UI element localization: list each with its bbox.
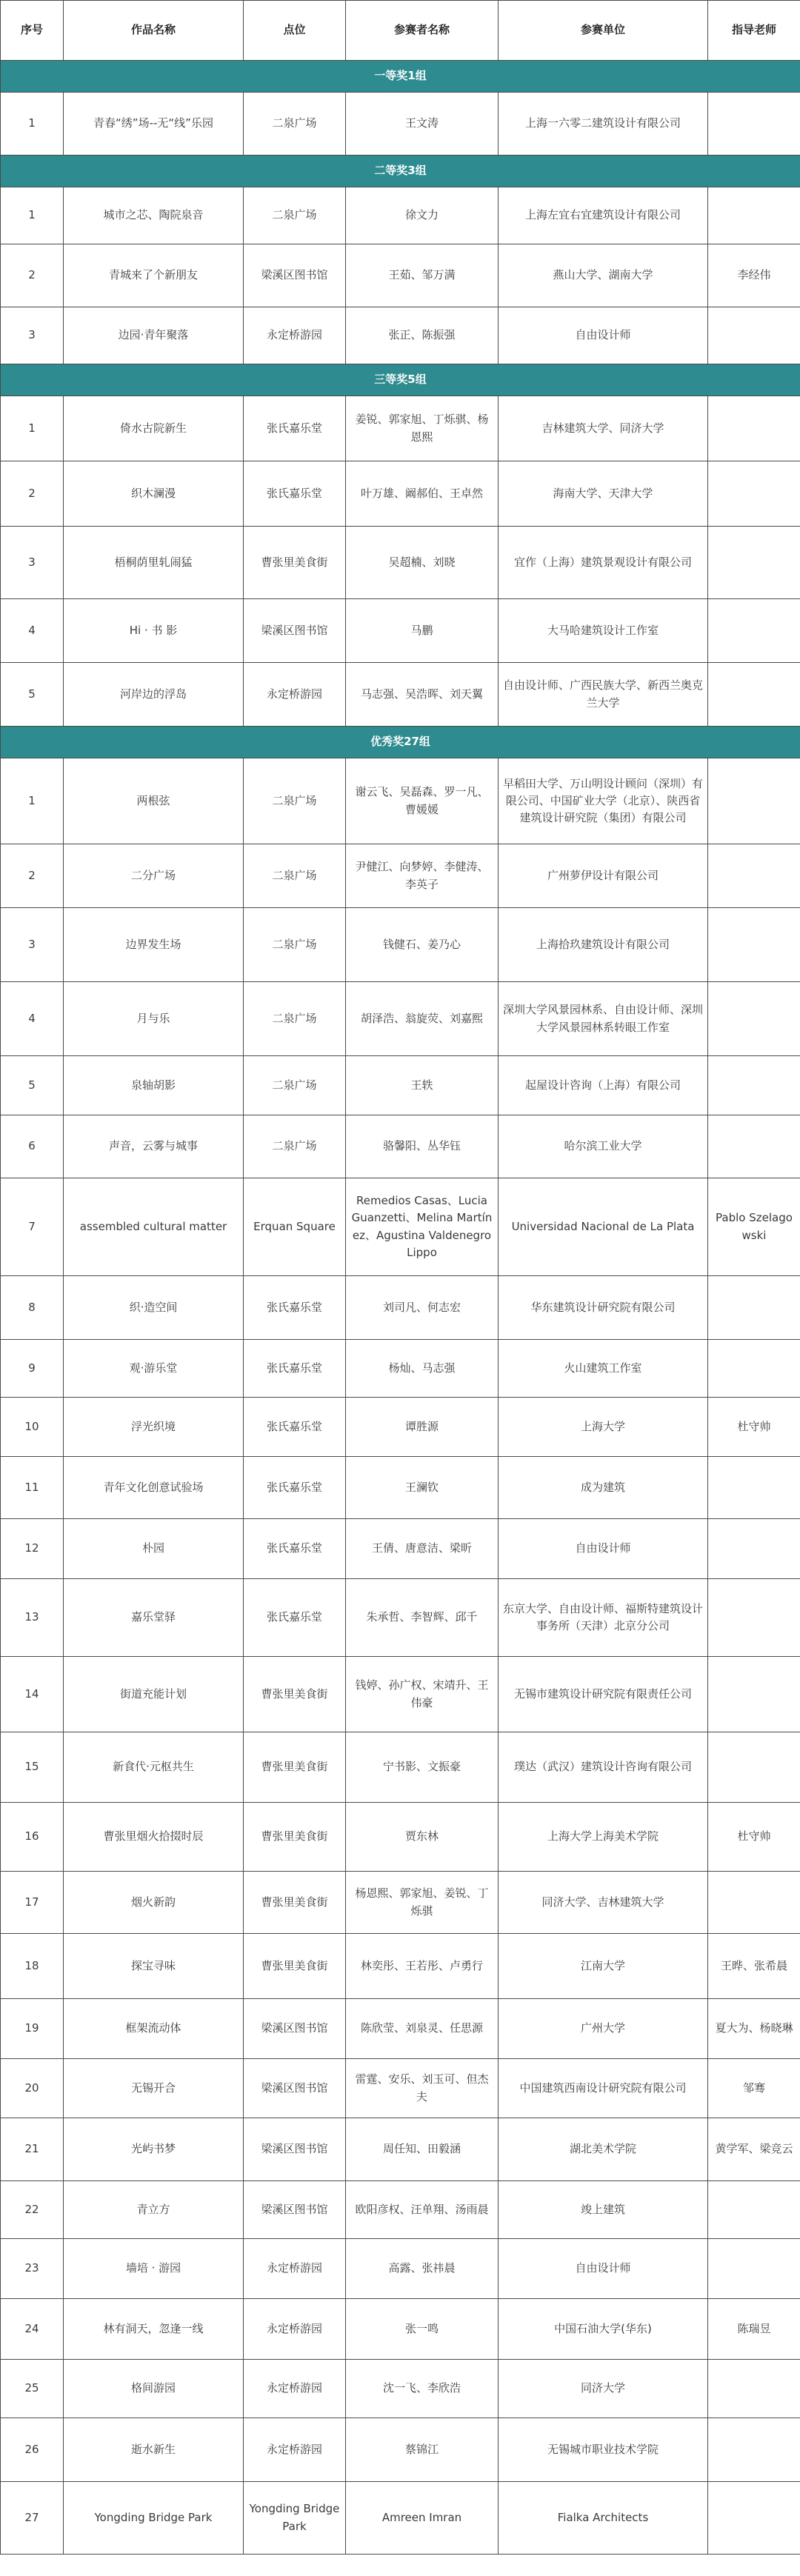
cell-participants: 欧阳彦权、汪单翔、汤雨晨 <box>346 2181 499 2239</box>
cell-no: 23 <box>1 2239 64 2299</box>
table-row <box>1 2059 800 2118</box>
cell-no: 12 <box>1 1519 64 1579</box>
cell-site: 张氏嘉乐堂 <box>244 1457 346 1519</box>
cell-advisor: 夏大为、杨晓琳 <box>708 1999 800 2059</box>
cell-work-name: 城市之芯、陶院泉音 <box>64 187 244 244</box>
cell-work-name: 格间游园 <box>64 2360 244 2418</box>
cell-site: 二泉广场 <box>244 758 346 844</box>
cell-unit: 中国建筑西南设计研究院有限公司 <box>499 2059 708 2118</box>
cell-advisor: 杜守帅 <box>708 1803 800 1872</box>
header-site: 点位 <box>244 1 346 61</box>
cell-unit: 吉林建筑大学、同济大学 <box>499 396 708 461</box>
cell-work-name: 织木澜漫 <box>64 461 244 527</box>
cell-no: 15 <box>1 1732 64 1803</box>
cell-participants: 王轶 <box>346 1056 499 1115</box>
cell-site: 二泉广场 <box>244 1115 346 1178</box>
cell-participants: Remedios Casas、Lucia Guanzetti、Melina Martínez、Agustina Valdenegro Lippo <box>346 1178 499 1276</box>
cell-unit: 海南大学、天津大学 <box>499 461 708 527</box>
cell-work-name: assembled cultural matter <box>64 1178 244 1276</box>
cell-unit: 早稻田大学、万山明设计顾问（深圳）有限公司、中国矿业大学（北京）、陕西省建筑设计研究院（集团）有限公司 <box>499 758 708 844</box>
cell-participants: 周任知、田毅涵 <box>346 2118 499 2181</box>
cell-site: 梁溪区图书馆 <box>244 2118 346 2181</box>
cell-participants: 张一鸣 <box>346 2299 499 2360</box>
table-row <box>1 1115 800 1178</box>
cell-unit: 无锡城市职业技术学院 <box>499 2418 708 2482</box>
table-row <box>1 527 800 599</box>
cell-participants: 马志强、吴浩晖、刘天翼 <box>346 663 499 727</box>
cell-participants: 谢云飞、吴磊森、罗一凡、曹媛媛 <box>346 758 499 844</box>
table-row <box>1 1872 800 1934</box>
cell-unit: 成为建筑 <box>499 1457 708 1519</box>
cell-advisor <box>708 1276 800 1340</box>
cell-work-name: Yongding Bridge Park <box>64 2482 244 2555</box>
cell-work-name: 逝水新生 <box>64 2418 244 2482</box>
cell-advisor <box>708 2181 800 2239</box>
cell-advisor <box>708 844 800 908</box>
cell-no: 2 <box>1 844 64 908</box>
table-row <box>1 844 800 908</box>
cell-unit: 火山建筑工作室 <box>499 1340 708 1398</box>
cell-work-name: 梧桐荫里轧闹猛 <box>64 527 244 599</box>
cell-participants: 贾东林 <box>346 1803 499 1872</box>
cell-no: 26 <box>1 2418 64 2482</box>
cell-work-name: 观·游乐堂 <box>64 1340 244 1398</box>
cell-no: 1 <box>1 396 64 461</box>
cell-no: 3 <box>1 527 64 599</box>
cell-unit: 上海拾玖建筑设计有限公司 <box>499 908 708 982</box>
table-row <box>1 2299 800 2360</box>
cell-work-name: 新食代·元枢共生 <box>64 1732 244 1803</box>
cell-site: 二泉广场 <box>244 93 346 156</box>
table-row <box>1 187 800 244</box>
cell-work-name: 织·造空间 <box>64 1276 244 1340</box>
table-body <box>1 61 800 2555</box>
table-row <box>1 1803 800 1872</box>
cell-site: 梁溪区图书馆 <box>244 1999 346 2059</box>
cell-unit: 广州大学 <box>499 1999 708 2059</box>
section-title: 一等奖1组 <box>1 61 800 93</box>
cell-unit: 自由设计师 <box>499 1519 708 1579</box>
cell-participants: 骆馨阳、丛华钰 <box>346 1115 499 1178</box>
table-row <box>1 396 800 461</box>
cell-unit: 同济大学、吉林建筑大学 <box>499 1872 708 1934</box>
table-row <box>1 1999 800 2059</box>
cell-no: 20 <box>1 2059 64 2118</box>
cell-no: 11 <box>1 1457 64 1519</box>
cell-unit: 自由设计师 <box>499 307 708 364</box>
cell-advisor <box>708 758 800 844</box>
cell-work-name: 探宝寻味 <box>64 1934 244 1999</box>
cell-advisor <box>708 2239 800 2299</box>
cell-unit: 湖北美术学院 <box>499 2118 708 2181</box>
cell-no: 19 <box>1 1999 64 2059</box>
section-header-row <box>1 156 800 187</box>
table-row <box>1 982 800 1056</box>
cell-advisor <box>708 2418 800 2482</box>
cell-work-name: 青年文化创意试验场 <box>64 1457 244 1519</box>
cell-advisor: 李经伟 <box>708 244 800 307</box>
cell-advisor: Pablo Szelagowski <box>708 1178 800 1276</box>
cell-no: 24 <box>1 2299 64 2360</box>
section-title: 三等奖5组 <box>1 364 800 396</box>
table-row <box>1 2239 800 2299</box>
cell-work-name: 两根弦 <box>64 758 244 844</box>
cell-advisor <box>708 1579 800 1657</box>
header-unit: 参赛单位 <box>499 1 708 61</box>
cell-work-name: 烟火新韵 <box>64 1872 244 1934</box>
cell-unit: 上海大学上海美术学院 <box>499 1803 708 1872</box>
cell-unit: 上海左宜右宜建筑设计有限公司 <box>499 187 708 244</box>
cell-advisor <box>708 1056 800 1115</box>
cell-participants: 胡泽浩、翁旋荧、刘嘉熙 <box>346 982 499 1056</box>
header-work-name: 作品名称 <box>64 1 244 61</box>
cell-unit: 广州萝伊设计有限公司 <box>499 844 708 908</box>
cell-work-name: Hi · 书 影 <box>64 599 244 663</box>
table-row <box>1 1340 800 1398</box>
cell-no: 2 <box>1 244 64 307</box>
header-advisor: 指导老师 <box>708 1 800 61</box>
cell-work-name: 月与乐 <box>64 982 244 1056</box>
cell-unit: 璞达（武汉）建筑设计咨询有限公司 <box>499 1732 708 1803</box>
cell-participants: 杨灿、马志强 <box>346 1340 499 1398</box>
table-row <box>1 2181 800 2239</box>
cell-site: 二泉广场 <box>244 1056 346 1115</box>
cell-participants: 王茹、邹万满 <box>346 244 499 307</box>
cell-work-name: 嘉乐堂驿 <box>64 1579 244 1657</box>
cell-work-name: 光屿书梦 <box>64 2118 244 2181</box>
cell-no: 4 <box>1 982 64 1056</box>
cell-no: 18 <box>1 1934 64 1999</box>
cell-no: 5 <box>1 663 64 727</box>
cell-participants: 姜锐、郭家旭、丁烁骐、杨恩熙 <box>346 396 499 461</box>
cell-site: 张氏嘉乐堂 <box>244 461 346 527</box>
cell-participants: 刘司凡、何志宏 <box>346 1276 499 1340</box>
cell-advisor <box>708 1519 800 1579</box>
cell-advisor <box>708 1657 800 1732</box>
cell-site: 张氏嘉乐堂 <box>244 1276 346 1340</box>
cell-unit: 无锡市建筑设计研究院有限责任公司 <box>499 1657 708 1732</box>
cell-advisor <box>708 187 800 244</box>
table-row <box>1 1056 800 1115</box>
section-header-row <box>1 727 800 758</box>
cell-no: 6 <box>1 1115 64 1178</box>
cell-site: 永定桥游园 <box>244 307 346 364</box>
table-row <box>1 1276 800 1340</box>
cell-unit: 起屋设计咨询（上海）有限公司 <box>499 1056 708 1115</box>
cell-advisor <box>708 908 800 982</box>
cell-work-name: 河岸边的浮岛 <box>64 663 244 727</box>
cell-site: 二泉广场 <box>244 844 346 908</box>
cell-advisor: 邹骞 <box>708 2059 800 2118</box>
cell-site: 曹张里美食街 <box>244 1934 346 1999</box>
table-row <box>1 1398 800 1457</box>
cell-participants: 王澜钦 <box>346 1457 499 1519</box>
cell-unit: Fialka Architects <box>499 2482 708 2555</box>
cell-site: 二泉广场 <box>244 187 346 244</box>
cell-participants: 王文涛 <box>346 93 499 156</box>
table-row <box>1 1934 800 1999</box>
cell-work-name: 倚水古院新生 <box>64 396 244 461</box>
cell-no: 17 <box>1 1872 64 1934</box>
cell-no: 13 <box>1 1579 64 1657</box>
cell-unit: 江南大学 <box>499 1934 708 1999</box>
cell-unit: 宜作（上海）建筑景观设计有限公司 <box>499 527 708 599</box>
cell-no: 3 <box>1 307 64 364</box>
cell-no: 7 <box>1 1178 64 1276</box>
cell-site: 二泉广场 <box>244 982 346 1056</box>
cell-site: 张氏嘉乐堂 <box>244 1579 346 1657</box>
cell-advisor <box>708 527 800 599</box>
cell-participants: 马鹏 <box>346 599 499 663</box>
cell-site: 曹张里美食街 <box>244 1803 346 1872</box>
cell-unit: 上海大学 <box>499 1398 708 1457</box>
cell-work-name: 街道充能计划 <box>64 1657 244 1732</box>
cell-no: 9 <box>1 1340 64 1398</box>
cell-no: 21 <box>1 2118 64 2181</box>
cell-unit: 燕山大学、湖南大学 <box>499 244 708 307</box>
cell-participants: 林奕彤、王若彤、卢勇行 <box>346 1934 499 1999</box>
cell-site: 曹张里美食街 <box>244 1657 346 1732</box>
cell-work-name: 青春“绣”场--无“线”乐园 <box>64 93 244 156</box>
table-row <box>1 2418 800 2482</box>
header-participants: 参赛者名称 <box>346 1 499 61</box>
cell-site: 张氏嘉乐堂 <box>244 1340 346 1398</box>
cell-participants: 王倩、唐意洁、梁昕 <box>346 1519 499 1579</box>
cell-site: 张氏嘉乐堂 <box>244 1519 346 1579</box>
cell-work-name: 框架流动体 <box>64 1999 244 2059</box>
cell-work-name: 边园·青年聚落 <box>64 307 244 364</box>
cell-no: 5 <box>1 1056 64 1115</box>
cell-unit: 竣上建筑 <box>499 2181 708 2239</box>
cell-work-name: 青城来了个新朋友 <box>64 244 244 307</box>
cell-participants: 沈一飞、李欣浩 <box>346 2360 499 2418</box>
cell-advisor: 杜守帅 <box>708 1398 800 1457</box>
cell-advisor: 陈瑞昱 <box>708 2299 800 2360</box>
cell-no: 3 <box>1 908 64 982</box>
cell-no: 1 <box>1 187 64 244</box>
cell-unit: 华东建筑设计研究院有限公司 <box>499 1276 708 1340</box>
cell-no: 10 <box>1 1398 64 1457</box>
cell-unit: Universidad Nacional de La Plata <box>499 1178 708 1276</box>
cell-work-name: 曹张里烟火拾掇时辰 <box>64 1803 244 1872</box>
cell-work-name: 二分广场 <box>64 844 244 908</box>
cell-advisor: 王晔、张希晨 <box>708 1934 800 1999</box>
table-row <box>1 663 800 727</box>
cell-advisor <box>708 663 800 727</box>
cell-advisor: 黄学军、梁竞云 <box>708 2118 800 2181</box>
cell-advisor <box>708 1115 800 1178</box>
cell-work-name: 林有洞天，忽逢一线 <box>64 2299 244 2360</box>
table-row <box>1 1657 800 1732</box>
cell-advisor <box>708 93 800 156</box>
cell-site: 曹张里美食街 <box>244 1732 346 1803</box>
cell-site: 曹张里美食街 <box>244 527 346 599</box>
cell-site: 张氏嘉乐堂 <box>244 396 346 461</box>
section-header-row <box>1 364 800 396</box>
table-row <box>1 2482 800 2555</box>
header-row <box>1 1 800 61</box>
cell-advisor <box>708 1457 800 1519</box>
section-header-row <box>1 61 800 93</box>
cell-advisor <box>708 2482 800 2555</box>
cell-participants: 宁书影、文振豪 <box>346 1732 499 1803</box>
cell-site: 永定桥游园 <box>244 2239 346 2299</box>
cell-advisor <box>708 982 800 1056</box>
cell-participants: 高露、张祎晨 <box>346 2239 499 2299</box>
table-row <box>1 1457 800 1519</box>
cell-advisor <box>708 307 800 364</box>
cell-participants: 吴超楠、刘晓 <box>346 527 499 599</box>
table-row <box>1 93 800 156</box>
cell-unit: 自由设计师、广西民族大学、新西兰奥克兰大学 <box>499 663 708 727</box>
header-no: 序号 <box>1 1 64 61</box>
cell-advisor <box>708 1732 800 1803</box>
cell-no: 14 <box>1 1657 64 1732</box>
cell-unit: 深圳大学风景园林系、自由设计师、深圳大学风景园林系转眼工作室 <box>499 982 708 1056</box>
cell-participants: 徐文力 <box>346 187 499 244</box>
cell-work-name: 朴园 <box>64 1519 244 1579</box>
cell-site: 梁溪区图书馆 <box>244 2181 346 2239</box>
cell-site: 永定桥游园 <box>244 2360 346 2418</box>
cell-site: 梁溪区图书馆 <box>244 244 346 307</box>
cell-no: 8 <box>1 1276 64 1340</box>
table-row <box>1 758 800 844</box>
table-row <box>1 2360 800 2418</box>
cell-participants: 叶万雄、阚郝伯、王卓然 <box>346 461 499 527</box>
cell-participants: 蔡锦江 <box>346 2418 499 2482</box>
cell-participants: 张正、陈振强 <box>346 307 499 364</box>
cell-work-name: 声音，云雾与城事 <box>64 1115 244 1178</box>
cell-no: 2 <box>1 461 64 527</box>
cell-participants: 雷霆、安乐、刘玉可、但杰夫 <box>346 2059 499 2118</box>
cell-unit: 上海一六零二建筑设计有限公司 <box>499 93 708 156</box>
cell-work-name: 青立方 <box>64 2181 244 2239</box>
cell-participants: 杨恩熙、郭家旭、姜锐、丁烁骐 <box>346 1872 499 1934</box>
cell-no: 1 <box>1 758 64 844</box>
cell-work-name: 浮光织境 <box>64 1398 244 1457</box>
cell-site: 曹张里美食街 <box>244 1872 346 1934</box>
cell-advisor <box>708 461 800 527</box>
cell-participants: 谭胜源 <box>346 1398 499 1457</box>
cell-unit: 自由设计师 <box>499 2239 708 2299</box>
cell-site: Yongding Bridge Park <box>244 2482 346 2555</box>
cell-site: 永定桥游园 <box>244 663 346 727</box>
cell-work-name: 泉轴胡影 <box>64 1056 244 1115</box>
cell-unit: 哈尔滨工业大学 <box>499 1115 708 1178</box>
cell-no: 4 <box>1 599 64 663</box>
cell-participants: 钱健石、姜乃心 <box>346 908 499 982</box>
cell-site: 梁溪区图书馆 <box>244 599 346 663</box>
table-row <box>1 1178 800 1276</box>
cell-participants: 朱承哲、李智辉、邱千 <box>346 1579 499 1657</box>
cell-site: 二泉广场 <box>244 908 346 982</box>
cell-advisor <box>708 1340 800 1398</box>
cell-participants: 尹健江、向梦婷、李健涛、李英子 <box>346 844 499 908</box>
cell-work-name: 无锡开合 <box>64 2059 244 2118</box>
cell-unit: 东京大学、自由设计师、福斯特建筑设计事务所（天津）北京分公司 <box>499 1579 708 1657</box>
table-header <box>1 1 800 61</box>
cell-advisor <box>708 1872 800 1934</box>
cell-site: Erquan Square <box>244 1178 346 1276</box>
section-title: 二等奖3组 <box>1 156 800 187</box>
cell-no: 25 <box>1 2360 64 2418</box>
table-row <box>1 599 800 663</box>
cell-participants: 钱婷、孙广权、宋靖升、王伟豪 <box>346 1657 499 1732</box>
cell-site: 永定桥游园 <box>244 2418 346 2482</box>
table-row <box>1 461 800 527</box>
table-row <box>1 307 800 364</box>
cell-participants: Amreen Imran <box>346 2482 499 2555</box>
cell-participants: 陈欣莹、刘泉灵、任思源 <box>346 1999 499 2059</box>
cell-no: 16 <box>1 1803 64 1872</box>
cell-work-name: 墙培 · 游园 <box>64 2239 244 2299</box>
cell-site: 张氏嘉乐堂 <box>244 1398 346 1457</box>
cell-site: 梁溪区图书馆 <box>244 2059 346 2118</box>
cell-no: 1 <box>1 93 64 156</box>
cell-no: 22 <box>1 2181 64 2239</box>
table-row <box>1 1579 800 1657</box>
cell-advisor <box>708 2360 800 2418</box>
cell-unit: 大马哈建筑设计工作室 <box>499 599 708 663</box>
table-row <box>1 1519 800 1579</box>
cell-unit: 中国石油大学(华东) <box>499 2299 708 2360</box>
cell-advisor <box>708 599 800 663</box>
cell-no: 27 <box>1 2482 64 2555</box>
cell-site: 永定桥游园 <box>244 2299 346 2360</box>
table-row <box>1 244 800 307</box>
table-row <box>1 908 800 982</box>
cell-work-name: 边界发生场 <box>64 908 244 982</box>
table-row <box>1 2118 800 2181</box>
cell-unit: 同济大学 <box>499 2360 708 2418</box>
table-row <box>1 1732 800 1803</box>
section-title: 优秀奖27组 <box>1 727 800 758</box>
cell-advisor <box>708 396 800 461</box>
